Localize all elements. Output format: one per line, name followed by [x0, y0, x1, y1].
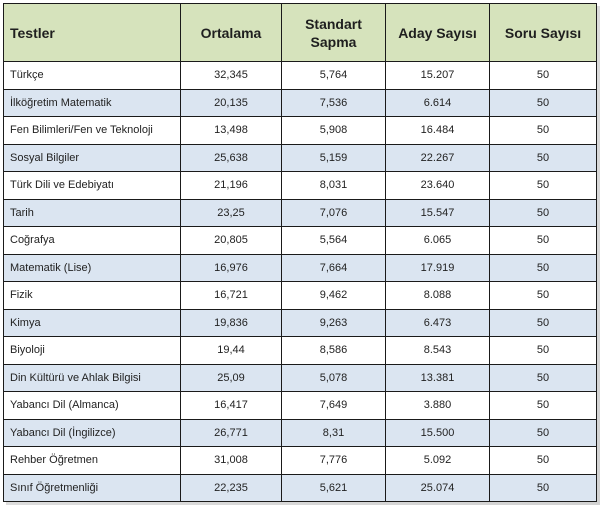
cell-candidates: 6.473 [386, 309, 490, 337]
cell-std: 5,908 [282, 117, 386, 145]
cell-mean: 21,196 [181, 172, 282, 200]
table-row [4, 282, 597, 310]
table-row [4, 337, 597, 365]
cell-candidates: 3.880 [386, 392, 490, 420]
table-row [4, 309, 597, 337]
cell-candidates: 22.267 [386, 144, 490, 172]
cell-questions: 50 [490, 172, 597, 200]
header-mean: Ortalama [181, 4, 282, 62]
cell-mean: 25,638 [181, 144, 282, 172]
cell-questions: 50 [490, 282, 597, 310]
cell-mean: 19,44 [181, 337, 282, 365]
cell-std: 5,621 [282, 474, 386, 502]
cell-questions: 50 [490, 447, 597, 475]
cell-questions: 50 [490, 117, 597, 145]
table-row [4, 199, 597, 227]
cell-std: 8,586 [282, 337, 386, 365]
cell-mean: 19,836 [181, 309, 282, 337]
cell-test: Din Kültürü ve Ahlak Bilgisi [4, 364, 181, 392]
table-row [4, 117, 597, 145]
cell-mean: 16,417 [181, 392, 282, 420]
table-row [4, 62, 597, 90]
header-row [4, 4, 597, 62]
cell-std: 5,159 [282, 144, 386, 172]
cell-candidates: 23.640 [386, 172, 490, 200]
header-std-line1: Standart [305, 15, 362, 32]
cell-candidates: 17.919 [386, 254, 490, 282]
cell-candidates: 15.500 [386, 419, 490, 447]
table-row [4, 227, 597, 255]
cell-candidates: 13.381 [386, 364, 490, 392]
table-row [4, 392, 597, 420]
cell-std: 7,776 [282, 447, 386, 475]
cell-mean: 31,008 [181, 447, 282, 475]
cell-std: 5,078 [282, 364, 386, 392]
cell-questions: 50 [490, 254, 597, 282]
cell-mean: 16,976 [181, 254, 282, 282]
cell-candidates: 16.484 [386, 117, 490, 145]
cell-test: İlköğretim Matematik [4, 89, 181, 117]
cell-std: 5,764 [282, 62, 386, 90]
cell-candidates: 8.088 [386, 282, 490, 310]
cell-test: Yabancı Dil (Almanca) [4, 392, 181, 420]
cell-test: Fen Bilimleri/Fen ve Teknoloji [4, 117, 181, 145]
cell-mean: 20,805 [181, 227, 282, 255]
cell-candidates: 8.543 [386, 337, 490, 365]
cell-mean: 16,721 [181, 282, 282, 310]
cell-test: Yabancı Dil (İngilizce) [4, 419, 181, 447]
cell-questions: 50 [490, 474, 597, 502]
results-table [3, 3, 597, 502]
cell-std: 8,31 [282, 419, 386, 447]
header-std-line2: Sapma [310, 33, 357, 50]
header-std [282, 4, 386, 62]
cell-test: Türk Dili ve Edebiyatı [4, 172, 181, 200]
header-tests: Testler [4, 4, 181, 62]
cell-test: Tarih [4, 199, 181, 227]
cell-candidates: 15.207 [386, 62, 490, 90]
table-row [4, 447, 597, 475]
cell-std: 5,564 [282, 227, 386, 255]
table-row [4, 474, 597, 502]
cell-questions: 50 [490, 364, 597, 392]
table-row [4, 254, 597, 282]
cell-std: 9,263 [282, 309, 386, 337]
cell-test: Kimya [4, 309, 181, 337]
cell-mean: 13,498 [181, 117, 282, 145]
cell-questions: 50 [490, 144, 597, 172]
cell-mean: 20,135 [181, 89, 282, 117]
cell-candidates: 6.065 [386, 227, 490, 255]
cell-mean: 22,235 [181, 474, 282, 502]
cell-std: 7,076 [282, 199, 386, 227]
cell-mean: 26,771 [181, 419, 282, 447]
cell-test: Matematik (Lise) [4, 254, 181, 282]
cell-test: Sosyal Bilgiler [4, 144, 181, 172]
cell-test: Türkçe [4, 62, 181, 90]
cell-questions: 50 [490, 199, 597, 227]
cell-std: 7,649 [282, 392, 386, 420]
cell-questions: 50 [490, 227, 597, 255]
table-row [4, 89, 597, 117]
cell-questions: 50 [490, 337, 597, 365]
cell-std: 7,664 [282, 254, 386, 282]
cell-std: 8,031 [282, 172, 386, 200]
header-candidates: Aday Sayısı [386, 4, 490, 62]
cell-mean: 23,25 [181, 199, 282, 227]
table-row [4, 364, 597, 392]
cell-questions: 50 [490, 309, 597, 337]
table-row [4, 419, 597, 447]
cell-test: Rehber Öğretmen [4, 447, 181, 475]
header-questions: Soru Sayısı [490, 4, 597, 62]
cell-test: Coğrafya [4, 227, 181, 255]
cell-questions: 50 [490, 419, 597, 447]
cell-candidates: 25.074 [386, 474, 490, 502]
cell-test: Fizik [4, 282, 181, 310]
cell-questions: 50 [490, 89, 597, 117]
table-body [4, 62, 597, 502]
cell-mean: 25,09 [181, 364, 282, 392]
cell-questions: 50 [490, 392, 597, 420]
cell-candidates: 15.547 [386, 199, 490, 227]
cell-std: 9,462 [282, 282, 386, 310]
cell-candidates: 6.614 [386, 89, 490, 117]
cell-mean: 32,345 [181, 62, 282, 90]
cell-std: 7,536 [282, 89, 386, 117]
cell-candidates: 5.092 [386, 447, 490, 475]
table-row [4, 144, 597, 172]
cell-questions: 50 [490, 62, 597, 90]
table-row [4, 172, 597, 200]
cell-test: Sınıf Öğretmenliği [4, 474, 181, 502]
cell-test: Biyoloji [4, 337, 181, 365]
